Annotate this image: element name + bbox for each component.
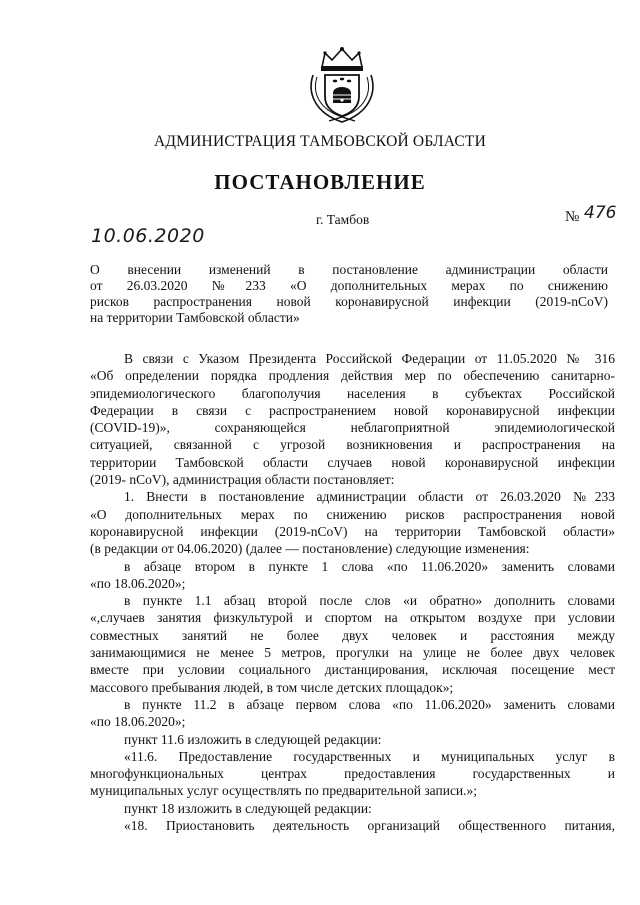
body-line: «по 18.06.2020»; [90, 575, 186, 591]
body-line: территории Тамбовской области случаев новой коронавирусной инфекции [90, 454, 615, 470]
body-line: пункт 11.6 изложить в следующей редакции: [124, 731, 382, 747]
handwritten-date: 10.06.2020 [91, 225, 205, 247]
body-line: муниципальных услуг осуществлять по предварительной записи.»; [90, 783, 478, 799]
body-line: занимающимися не менее 5 метров, прогулки на улице не более двух человек [90, 645, 615, 661]
organization-name: АДМИНИСТРАЦИЯ ТАМБОВСКОЙ ОБЛАСТИ [154, 133, 486, 150]
body-line: совместных занятий не более двух человек и расстояния между [90, 627, 615, 643]
body-line: эпидемиологического благополучия населения в субъектах Российской [90, 385, 615, 401]
body-line: пункт 18 изложить в следующей редакции: [124, 800, 372, 816]
body-line: массового пребывания людей, в том числе детских площадок»; [90, 679, 454, 695]
body-line: Федерации в связи с распространением новой коронавирусной инфекции [90, 402, 615, 418]
body-line: в пункте 11.2 в абзаце первом слова «по 11.06.2020» заменить словами [124, 696, 615, 712]
body-line: в пункте 1.1 абзац второй после слов «и обратно» дополнить словами [124, 593, 615, 609]
decree-subject [90, 262, 608, 326]
subject-line: на территории Тамбовской области» [90, 310, 300, 325]
body-line: В связи с Указом Президента Российской Федерации от 11.05.2020 № 316 [124, 351, 615, 366]
body-line: «,случаев занятия физкультурой и спортом на открытом воздухе при условии [90, 610, 615, 626]
body-line: 1. Внести в постановление администрации области от 26.03.2020 №233 [124, 489, 615, 505]
subject-line: от 26.03.2020 №233 «О дополнительных мерах по снижению [90, 278, 608, 293]
body-line: (COVID-19)», сохраняющейся неблагоприятной эпидемиологической [90, 420, 615, 436]
body-line: «18. Приостановить деятельность организаций общественного питания, [124, 818, 615, 834]
body-line: (2019- nCoV), администрация области постановляет: [90, 472, 395, 488]
body-line: многофункциональных центрах предоставления государственных и [90, 766, 615, 782]
city-name: г. Тамбов [316, 212, 370, 227]
body-line: «по 18.06.2020»; [90, 714, 186, 730]
document-type-title: ПОСТАНОВЛЕНИЕ [214, 170, 426, 194]
body-line: «Об определении порядка продления действия мер по обеспечению санитарно- [90, 368, 615, 384]
body-line: ситуацией, связанной с угрозой возникновения и распространения на [90, 437, 615, 453]
subject-line: О внесении изменений в постановление администрации области [90, 262, 608, 277]
number-label: № [565, 209, 580, 225]
coat-of-arms-emblem [305, 45, 379, 125]
body-line: (в редакции от 04.06.2020) (далее — постановление) следующие изменения: [90, 541, 530, 557]
body-line: коронавирусной инфекции (2019-nCoV) на территории Тамбовской области» [90, 523, 615, 539]
handwritten-number: 476 [584, 203, 617, 223]
body-line: «О дополнительных мерах по снижению рисков распространения новой [90, 506, 615, 522]
body-line: «11.6. Предоставление государственных и муниципальных услуг в [124, 748, 615, 764]
subject-line: рисков распространения новой коронавирусной инфекции (2019-nCoV) [90, 294, 608, 309]
decree-body [90, 350, 615, 834]
body-line: в абзаце втором в пункте 1 слова «по 11.06.2020» заменить словами [124, 558, 615, 574]
body-line: вместе при условии социального дистанцирования, исключая посещение мест [90, 662, 615, 678]
